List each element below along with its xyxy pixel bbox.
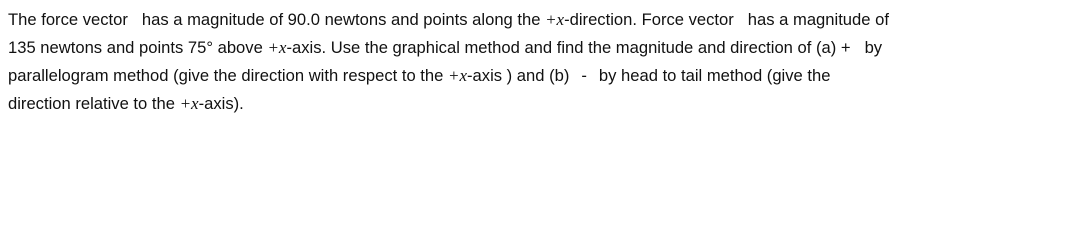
problem-line-4 xyxy=(8,90,1064,118)
text-segment: by head to tail method (give the xyxy=(598,66,831,85)
math-plus-x: +x xyxy=(267,38,287,57)
text-segment: by xyxy=(864,38,883,57)
text-segment: The force vector xyxy=(8,10,128,29)
text-segment: 135 newtons and points 75° above xyxy=(8,38,263,57)
math-plus-x: +x xyxy=(447,66,468,85)
text-segment: parallelogram method (give the direction with respect to the xyxy=(8,66,444,85)
problem-statement xyxy=(8,6,1064,118)
problem-line-1 xyxy=(8,6,1064,34)
problem-line-2 xyxy=(8,34,1064,62)
operator-minus: - xyxy=(581,66,587,85)
text-segment: -axis). xyxy=(198,94,244,113)
operator-plus: + xyxy=(840,38,851,57)
math-plus-x: +x xyxy=(545,10,565,29)
math-plus-x: +x xyxy=(179,94,199,113)
text-segment: direction relative to the xyxy=(8,94,175,113)
text-segment: -axis ) and (b) xyxy=(467,66,570,85)
text-segment: -direction. Force vector xyxy=(564,10,734,29)
text-segment: has a magnitude of xyxy=(747,10,889,29)
problem-line-3 xyxy=(8,62,1064,90)
text-segment: has a magnitude of 90.0 newtons and points along the xyxy=(141,10,541,29)
text-segment: -axis. Use the graphical method and find the magnitude and direction of (a) xyxy=(286,38,837,57)
